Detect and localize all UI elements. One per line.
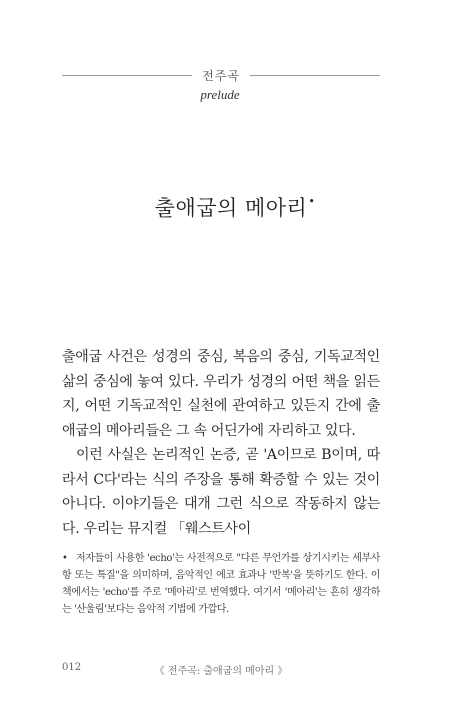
chapter-title	[0, 192, 470, 222]
paragraph: 이런 사실은 논리적인 논증, 곧 'A이므로 B이며, 따라서 C다'라는 식의 주장을 통해 확증할 수 있는 것이 아니다. 이야기들은 대개 그런 식으로 작동하지 않는다. 우리는 뮤지컬 「웨스트사이	[62, 447, 380, 537]
section-label: 전주곡	[202, 68, 240, 83]
chapter-title-text: 출애굽의 메아리	[154, 196, 308, 220]
body-text	[62, 345, 380, 541]
section-subtitle: prelude	[200, 87, 240, 102]
section-header	[62, 68, 380, 82]
header-rule-left	[62, 75, 192, 76]
page-footer	[62, 662, 380, 676]
page-number: 012	[62, 662, 82, 673]
paragraph: 출애굽 사건은 성경의 중심, 복음의 중심, 기독교적인 삶의 중심에 놓여 있다. 우리가 성경의 어떤 책을 읽든지, 어떤 기독교적인 실천에 관여하고 있든지 간에 출애굽의 메아리들은 그 속 어딘가에 자리하고 있다.	[62, 349, 380, 439]
footnote-marker: •	[62, 553, 68, 564]
footnote	[62, 550, 380, 618]
header-rule-right	[250, 75, 380, 76]
running-title: 《 전주곡: 출애굽의 메아리 》	[154, 666, 288, 677]
footnote-reference: •	[308, 195, 316, 208]
footnote-text: 저자들이 사용한 'echo'는 사전적으로 "다른 무언가를 상기시키는 세부사항 또는 특질"을 의미하며, 음악적인 에코 효과나 '반복'을 뜻하기도 한다. 이 책에서는 'echo'를 주로 '메아리'로 번역했다. 여기서 '메아리'는 흔히 생각하는 '산울림'보다는 음악적 기법에 가깝다.	[62, 553, 380, 615]
